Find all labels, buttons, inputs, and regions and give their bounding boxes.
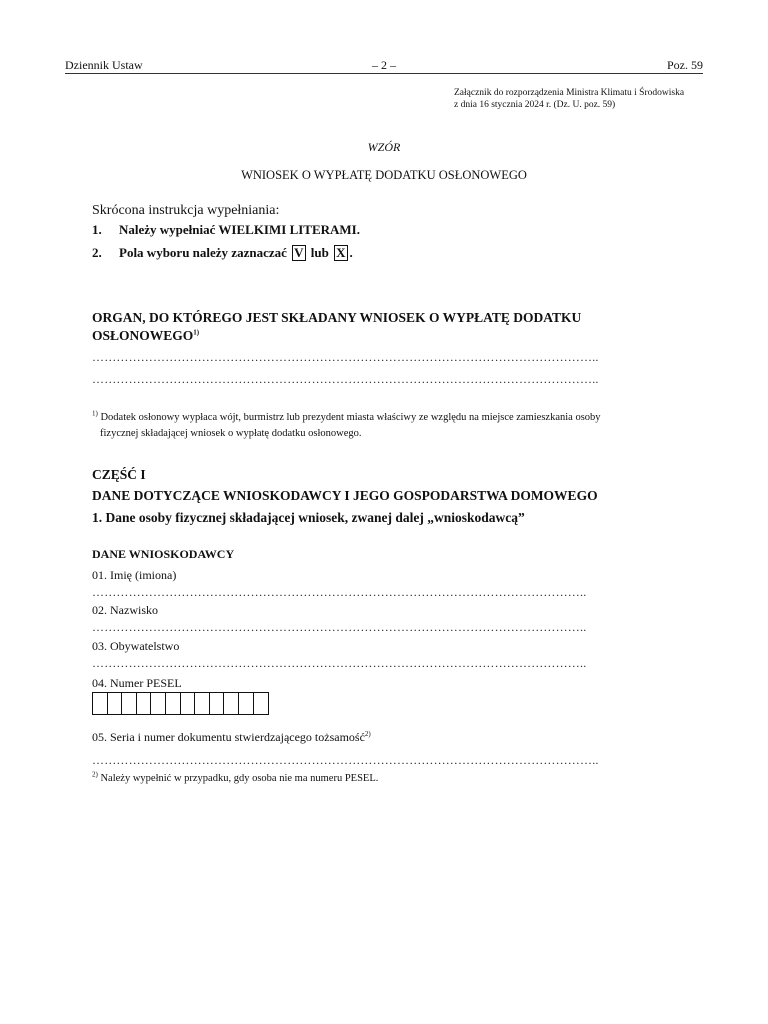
pesel-digit-box[interactable] <box>254 693 269 714</box>
attachment-line-2: z dnia 16 stycznia 2024 r. (Dz. U. poz. 59) <box>454 100 616 110</box>
pesel-digit-box[interactable] <box>137 693 152 714</box>
footnote-2-text: Należy wypełnić w przypadku, gdy osoba nie ma numeru PESEL. <box>100 773 379 784</box>
footnote-1-line-1 <box>92 409 601 423</box>
pesel-digit-box[interactable] <box>122 693 137 714</box>
header-rule <box>65 73 703 74</box>
organ-heading-line-1: ORGAN, DO KTÓREGO JEST SKŁADANY WNIOSEK O WYPŁATĘ DODATKU <box>92 310 582 325</box>
pesel-digit-box[interactable] <box>210 693 225 714</box>
footnote-2-number: 2) <box>92 770 98 779</box>
organ-input-line-2[interactable]: …………………………………………………………………………………………………………….. <box>92 372 599 386</box>
first-name-input[interactable]: ………………………………………………………………………………………………………….. <box>92 585 587 599</box>
pesel-digit-box[interactable] <box>93 693 108 714</box>
instruction-item-1 <box>92 222 360 238</box>
pesel-digit-box[interactable] <box>195 693 210 714</box>
footnote-2 <box>92 770 379 784</box>
pesel-digit-box[interactable] <box>166 693 181 714</box>
pesel-digit-box[interactable] <box>108 693 123 714</box>
citizenship-input[interactable]: ………………………………………………………………………………………………………….. <box>92 656 587 670</box>
organ-heading-line-2 <box>92 328 199 344</box>
journal-name: Dziennik Ustaw <box>65 58 143 72</box>
footnote-1-text-1: Dodatek osłonowy wypłaca wójt, burmistrz lub prezydent miasta właściwy ze względu na miejsce zamieszkania osoby <box>100 412 601 423</box>
pesel-input-boxes[interactable] <box>92 692 269 715</box>
form-title: WNIOSEK O WYPŁATĘ DODATKU OSŁONOWEGO <box>241 168 527 182</box>
instruction-period: . <box>349 245 353 260</box>
instruction-item-2-number: 2. <box>92 245 102 260</box>
part-subtitle: DANE DOTYCZĄCE WNIOSKODAWCY I JEGO GOSPODARSTWA DOMOWEGO <box>92 488 598 503</box>
field-05-text: 05. Seria i numer dokumentu stwierdzającego tożsamość <box>92 730 365 744</box>
id-document-input[interactable]: …………………………………………………………………………………………………………….. <box>92 753 599 767</box>
pesel-digit-box[interactable] <box>181 693 196 714</box>
attachment-line-1: Załącznik do rozporządzenia Ministra Klimatu i Środowiska <box>454 88 685 98</box>
organ-heading-text: OSŁONOWEGO <box>92 328 194 343</box>
position-number: Poz. 59 <box>667 58 703 72</box>
instruction-or: lub <box>310 245 329 260</box>
applicant-heading: DANE WNIOSKODAWCY <box>92 547 235 561</box>
pesel-digit-box[interactable] <box>239 693 254 714</box>
checkbox-mark-v: V <box>294 245 304 260</box>
instruction-item-1-number: 1. <box>92 222 102 237</box>
instruction-item-2-text: Pola wyboru należy zaznaczać <box>119 245 287 260</box>
pesel-digit-box[interactable] <box>224 693 239 714</box>
template-label: WZÓR <box>367 140 401 154</box>
footnote-ref-1: 1) <box>193 328 200 337</box>
footnote-1-text-2: fizycznej składającej wniosek o wypłatę dodatku osłonowego. <box>100 428 362 439</box>
checkbox-mark-x: X <box>336 245 346 260</box>
organ-input-line-1[interactable]: …………………………………………………………………………………………………………….. <box>92 350 599 364</box>
footnote-1-number: 1) <box>92 409 98 418</box>
instruction-item-1-text: Należy wypełniać WIELKIMI LITERAMI. <box>119 222 360 237</box>
field-01-label: 01. Imię (imiona) <box>92 568 177 582</box>
section-1-heading: 1. Dane osoby fizycznej składającej wniosek, zwanej dalej „wnioskodawcą” <box>92 510 525 525</box>
field-02-label: 02. Nazwisko <box>92 603 158 617</box>
field-03-label: 03. Obywatelstwo <box>92 639 180 653</box>
page-number: – 2 – <box>372 58 396 72</box>
field-05-label <box>92 730 371 745</box>
surname-input[interactable]: ………………………………………………………………………………………………………….. <box>92 620 587 634</box>
footnote-ref-2: 2) <box>364 730 371 738</box>
field-04-label: 04. Numer PESEL <box>92 676 182 690</box>
instruction-item-2 <box>92 245 353 261</box>
pesel-digit-box[interactable] <box>151 693 166 714</box>
part-title: CZĘŚĆ I <box>92 467 146 482</box>
instruction-heading: Skrócona instrukcja wypełniania: <box>92 203 280 218</box>
